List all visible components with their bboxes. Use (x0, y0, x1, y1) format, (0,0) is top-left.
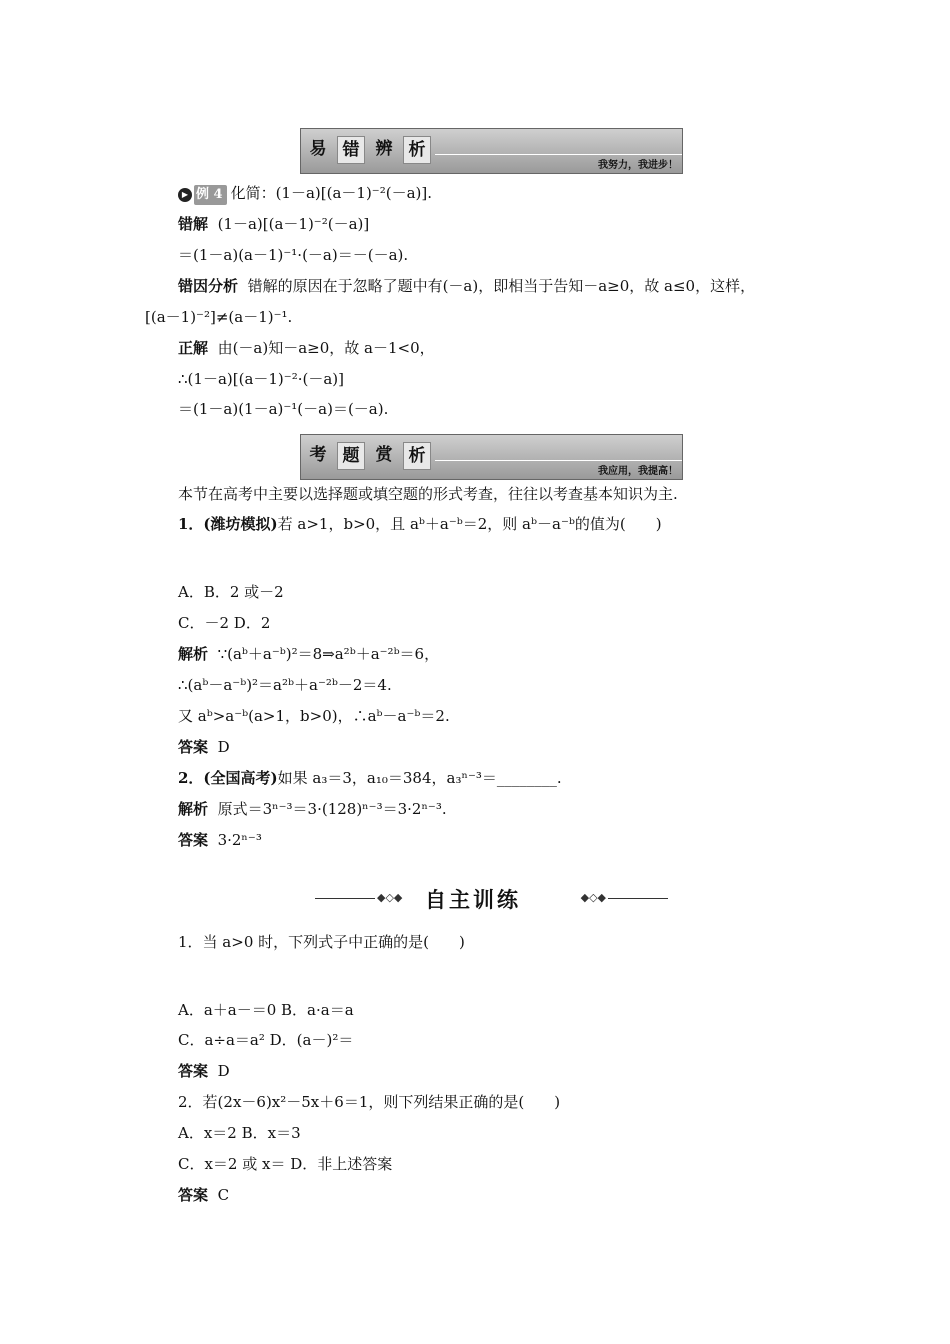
line-text: C．x＝2 或 x＝ D．非上述答案 (178, 1155, 393, 1173)
banner-char: 考 (309, 445, 327, 465)
example-badge: 例 4 (194, 185, 227, 205)
line-text: ＝(1－a)(a－1)⁻¹·(－a)＝－(－a). (178, 246, 409, 264)
text-line (178, 369, 344, 389)
diamond-ornament-icon: ◆◇◆ (377, 891, 403, 904)
line-text: 错解的原因在于忽略了题中有(－a)，即相当于告知－a≥0，故 a≤0，这样， (247, 277, 756, 295)
line-text: 1．当 a>0 时，下列式子中正确的是( ) (178, 933, 465, 951)
text-line (178, 214, 369, 234)
question-line (178, 932, 465, 952)
line-text: 又 aᵇ>a⁻ᵇ(a>1，b>0)，∴aᵇ－a⁻ᵇ＝2. (178, 707, 450, 725)
text-line (145, 307, 292, 327)
line-text: 原式＝3ⁿ⁻³＝3·(128)ⁿ⁻³＝3·2ⁿ⁻³. (217, 800, 447, 818)
line-label: 错解 (178, 215, 209, 233)
play-icon: ▶ (178, 188, 192, 202)
text-line (178, 675, 392, 695)
line-text: 2．若(2x－6)x²－5x＋6＝1，则下列结果正确的是( ) (178, 1093, 561, 1111)
answer-line (178, 1061, 230, 1081)
line-text: ∵(aᵇ＋a⁻ᵇ)²＝8⇒a²ᵇ＋a⁻²ᵇ＝6， (217, 645, 440, 663)
line-text: 化简：(1－a)[(a－1)⁻²(－a)]. (230, 184, 433, 202)
line-text: 3·2ⁿ⁻³ (217, 831, 262, 849)
section-title: 自主训练 (425, 887, 521, 912)
text-line (178, 484, 678, 504)
banner-char: 易 (309, 139, 327, 159)
line-text: A．B．2 或－2 (178, 583, 284, 601)
line-label: 正解 (178, 339, 209, 357)
line-text: (1－a)[(a－1)⁻²(－a)] (217, 215, 370, 233)
banner-char: 错 (337, 136, 365, 164)
banner-char: 赏 (375, 445, 393, 465)
heading-rule-right (608, 898, 668, 899)
line-text: ＝(1－a)(1－a)⁻¹(－a)＝(－a). (178, 400, 389, 418)
exam-analysis-banner (300, 434, 683, 480)
text-line (178, 245, 408, 265)
line-label: 1．(潍坊模拟) (178, 515, 278, 533)
text-line (178, 644, 439, 664)
line-label: 答案 (178, 1062, 209, 1080)
self-training-heading (315, 884, 668, 912)
line-text: C (217, 1186, 230, 1204)
line-text: ∴(aᵇ－a⁻ᵇ)²＝a²ᵇ＋a⁻²ᵇ－2＝4. (178, 676, 392, 694)
line-text: C．－2 D．2 (178, 614, 271, 632)
banner-motto: 我努力，我进步！ (598, 160, 678, 171)
line-text: A．x＝2 B．x＝3 (178, 1124, 301, 1142)
line-text: C．a÷a＝a² D．(a－)²＝ (178, 1031, 354, 1049)
text-line (178, 338, 435, 358)
line-text: 由(－a)知－a≥0，故 a－1<0， (217, 339, 435, 357)
line-text: D (217, 1062, 230, 1080)
text-line (178, 706, 450, 726)
line-text: D (217, 738, 230, 756)
banner-char: 辨 (375, 139, 393, 159)
question-line (178, 514, 662, 534)
option-line (178, 1123, 301, 1143)
line-label: 答案 (178, 738, 209, 756)
option-line (178, 613, 270, 633)
line-label: 解析 (178, 800, 209, 818)
question-line (178, 768, 562, 788)
line-text: 若 a>1，b>0，且 aᵇ＋a⁻ᵇ＝2，则 aᵇ－a⁻ᵇ的值为( ) (277, 515, 662, 533)
option-line (178, 1030, 353, 1050)
line-text: 如果 a₃＝3，a₁₀＝384，a₃ⁿ⁻³＝________. (277, 769, 562, 787)
line-label: 答案 (178, 831, 209, 849)
line-text: ∴(1－a)[(a－1)⁻²·(－a)] (178, 370, 344, 388)
diamond-ornament-icon: ◆◇◆ (580, 891, 606, 904)
text-line (178, 276, 755, 296)
error-analysis-banner (300, 128, 683, 174)
line-label: 答案 (178, 1186, 209, 1204)
example-line (178, 183, 432, 205)
banner-char: 题 (337, 442, 365, 470)
question-line (178, 1092, 560, 1112)
banner-rule (435, 460, 682, 461)
banner-motto: 我应用，我提高！ (598, 466, 678, 477)
answer-line (178, 737, 230, 757)
line-label: 2．(全国高考) (178, 769, 278, 787)
line-label: 解析 (178, 645, 209, 663)
answer-line (178, 1185, 229, 1205)
banner-char: 析 (403, 442, 431, 470)
line-text: 本节在高考中主要以选择题或填空题的形式考查，往往以考查基本知识为主. (178, 485, 678, 503)
text-line (178, 399, 388, 419)
answer-line (178, 830, 262, 850)
option-line (178, 1000, 354, 1020)
option-line (178, 1154, 392, 1174)
line-text: [(a－1)⁻²]≠(a－1)⁻¹. (145, 308, 293, 326)
line-text: A．a＋a－＝0 B．a·a＝a (178, 1001, 354, 1019)
line-label: 错因分析 (178, 277, 239, 295)
banner-char: 析 (403, 136, 431, 164)
text-line (178, 799, 447, 819)
heading-rule-left (315, 898, 375, 899)
banner-rule (435, 154, 682, 155)
option-line (178, 582, 284, 602)
